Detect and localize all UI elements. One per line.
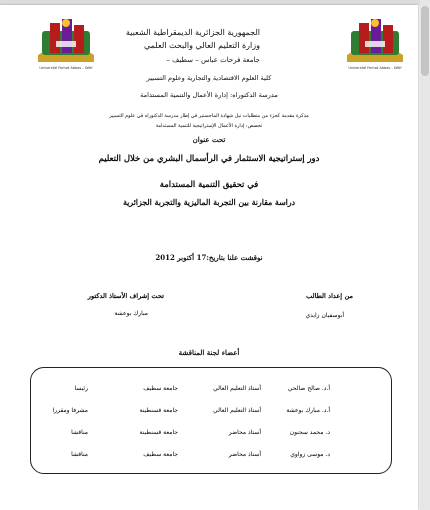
memo-line-2: تخصص: إدارة الأعمال الإستراتيجية للتنمية المستدامة bbox=[155, 123, 263, 129]
university-name: جامعة فرحات عباس – سطيف – bbox=[166, 56, 260, 64]
student-name: أبوسفيان زايدي bbox=[305, 312, 344, 319]
logo-caption-left: Université Ferhat Abbas - Sétif bbox=[39, 66, 93, 70]
supervised-by-label: تحت إشراف الأستاذ الدكتور bbox=[87, 292, 164, 300]
member-name: د. محمد سحنون bbox=[289, 429, 330, 436]
faculty-name: كلية العلوم الاقتصادية والتجارية وعلوم التسيير bbox=[146, 74, 272, 82]
member-role: مشرفا ومقررا bbox=[52, 407, 88, 414]
ministry-name: وزارة التعليم العالي والبحث العلمي bbox=[144, 41, 260, 50]
university-logo-right bbox=[345, 17, 405, 64]
university-logo-left bbox=[36, 17, 96, 64]
doctoral-school: مدرسة الدكتوراه: إدارة الأعمال والتنمية المستدامة bbox=[140, 91, 278, 99]
member-rank: أستاذ التعليم العالي bbox=[213, 407, 261, 414]
committee-row bbox=[0, 429, 418, 439]
scrollbar-thumb[interactable] bbox=[421, 6, 429, 76]
member-role: مناقشا bbox=[71, 451, 88, 458]
member-rank: أستاذ التعليم العالي bbox=[213, 385, 261, 392]
member-name: د. موسى زواوي bbox=[290, 451, 330, 458]
member-university: جامعة قسنطينة bbox=[139, 429, 178, 436]
under-title-label: تحت عنوان bbox=[192, 135, 226, 144]
supervisor-name: مبارك بوعشة bbox=[114, 310, 148, 317]
vertical-scrollbar[interactable] bbox=[420, 0, 430, 510]
member-name: أ.د. صالح صالحي bbox=[287, 385, 330, 392]
member-university: جامعة سطيف bbox=[143, 385, 178, 392]
prepared-by-label: من إعداد الطالب bbox=[306, 292, 353, 300]
thesis-title-line-3: دراسة مقارنة بين التجربة الماليزية والتجربة الجزائرية bbox=[122, 198, 296, 207]
logo-caption-right: Université Ferhat Abbas - Sétif bbox=[348, 66, 402, 70]
committee-row bbox=[0, 451, 418, 461]
committee-row bbox=[0, 407, 418, 417]
member-name: أ.د. مبارك بوعشة bbox=[286, 407, 330, 414]
memo-line-1: مذكرة مقدمة كجزء من متطلبات نيل شهادة الماجستير في إطار مدرسة الدكتوراه في علوم التسيير bbox=[109, 113, 309, 119]
member-role: رئيسا bbox=[74, 385, 88, 392]
committee-row bbox=[0, 385, 418, 395]
member-rank: أستاذ محاضر bbox=[228, 429, 261, 436]
thesis-title-line-2: في تحقيق التنمية المستدامة bbox=[159, 179, 259, 189]
member-rank: أستاذ محاضر bbox=[228, 451, 261, 458]
member-university: جامعة سطيف bbox=[143, 451, 178, 458]
republic-name: الجمهورية الجزائرية الديمقراطية الشعبية bbox=[125, 28, 260, 37]
member-university: جامعة قسنطينة bbox=[139, 407, 178, 414]
defense-date: نوقشت علنا بتاريخ:17 أكتوبر 2012 bbox=[155, 253, 263, 262]
member-role: مناقشا bbox=[71, 429, 88, 436]
thesis-title-line-1: دور إستراتيجية الاستثمار في الرأسمال البشري من خلال التعليم bbox=[98, 153, 320, 163]
committee-label: أعضاء لجنة المناقشة bbox=[178, 348, 240, 357]
